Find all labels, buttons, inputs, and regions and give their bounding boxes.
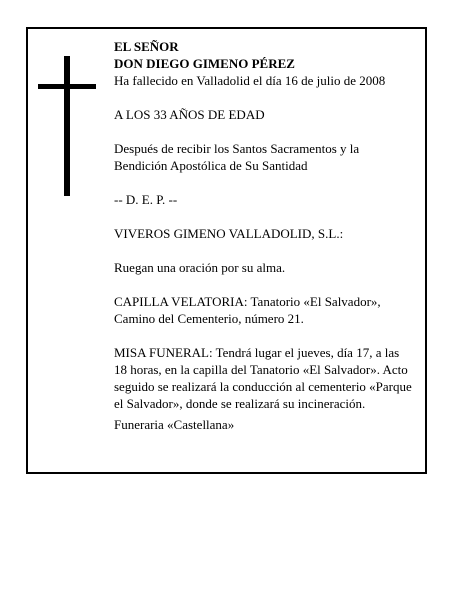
deceased-title: EL SEÑOR (114, 39, 179, 54)
cross-icon (64, 56, 70, 196)
age-line: A LOS 33 AÑOS DE EDAD (114, 107, 265, 122)
rip-line: -- D. E. P. -- (114, 192, 178, 207)
prayer-line: Ruegan una oración por su alma. (114, 260, 286, 275)
death-date-line: Ha fallecido en Valladolid el día 16 de julio de 2008 (114, 73, 386, 88)
company-line: VIVEROS GIMENO VALLADOLID, S.L.: (114, 226, 344, 241)
funeral-mass-line: MISA FUNERAL: Tendrá lugar el jueves, día 17, a las 18 horas, en la capilla del Tanatorio «El Salvador». Acto seguido se realizará la conducción al cementerio «Parque el Salvador», donde se realizará su incineración. (114, 345, 412, 411)
chapel-line: CAPILLA VELATORIA: Tanatorio «El Salvador», Camino del Cementerio, número 21. (114, 294, 381, 326)
sacraments-line: Después de recibir los Santos Sacramentos y la Bendición Apostólica de Su Santidad (114, 141, 360, 173)
funeral-home-line: Funeraria «Castellana» (114, 417, 235, 432)
obituary-text (114, 38, 414, 433)
deceased-name: DON DIEGO GIMENO PÉREZ (114, 56, 295, 71)
cross-icon-bar (38, 84, 96, 89)
